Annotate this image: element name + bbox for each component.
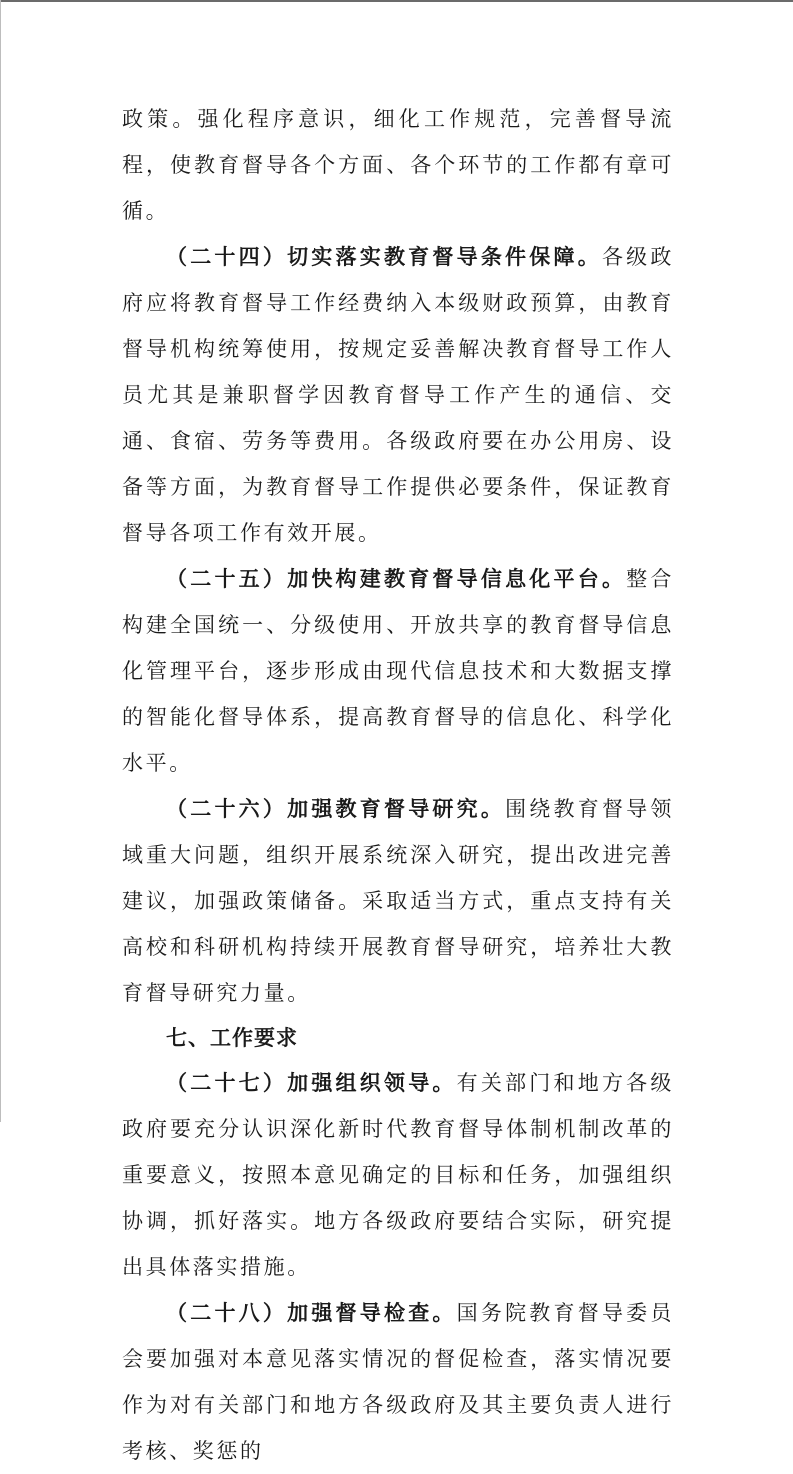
paragraph-text: 国务院教育督导委员会要加强对本意见落实情况的督促检查，落实情况要作为对有关部门和地方各级政府及其主要负责人进行考核、奖惩的 — [122, 1301, 674, 1463]
paragraph-28 — [122, 1290, 674, 1474]
page-top-edge — [0, 0, 793, 2]
paragraph-lead: （二十八）加强督导检查。 — [166, 1300, 457, 1325]
page-left-edge — [0, 0, 1, 1122]
paragraph-text: 政策。强化程序意识，细化工作规范，完善督导流程，使教育督导各个方面、各个环节的工作都有章可循。 — [122, 107, 674, 223]
section-heading: 七、工作要求 — [166, 1026, 298, 1050]
paragraph-text: 有关部门和地方各级政府要充分认识深化新时代教育督导体制机制改革的重要意义，按照本意见确定的目标和任务，加强组织协调，抓好落实。地方各级政府要结合实际，研究提出具体落实措施。 — [122, 1071, 674, 1279]
paragraph-lead: （二十五）加快构建教育督导信息化平台。 — [166, 566, 627, 591]
paragraph-continuation — [122, 96, 674, 234]
paragraph-lead: （二十四）切实落实教育督导条件保障。 — [166, 244, 602, 269]
paragraph-text: 围绕教育督导领域重大问题，组织开展系统深入研究，提出改进完善建议，加强政策储备。采取适当方式，重点支持有关高校和科研机构持续开展教育督导研究，培养壮大教育督导研究力量。 — [122, 797, 674, 1005]
paragraph-lead: （二十六）加强教育督导研究。 — [166, 796, 506, 821]
paragraph-26 — [122, 786, 674, 1016]
paragraph-25 — [122, 556, 674, 786]
paragraph-text: 整合构建全国统一、分级使用、开放共享的教育督导信息化管理平台，逐步形成由现代信息技术和大数据支撑的智能化督导体系，提高教育督导的信息化、科学化水平。 — [122, 567, 674, 775]
paragraph-27 — [122, 1060, 674, 1290]
document-body — [122, 96, 674, 1474]
paragraph-24 — [122, 234, 674, 556]
paragraph-lead: （二十七）加强组织领导。 — [166, 1070, 457, 1095]
paragraph-text: 各级政府应将教育督导工作经费纳入本级财政预算，由教育督导机构统筹使用，按规定妥善解决教育督导工作人员尤其是兼职督学因教育督导工作产生的通信、交通、食宿、劳务等费用。各级政府要在办公用房、设备等方面，为教育督导工作提供必要条件，保证教育督导各项工作有效开展。 — [122, 245, 674, 545]
